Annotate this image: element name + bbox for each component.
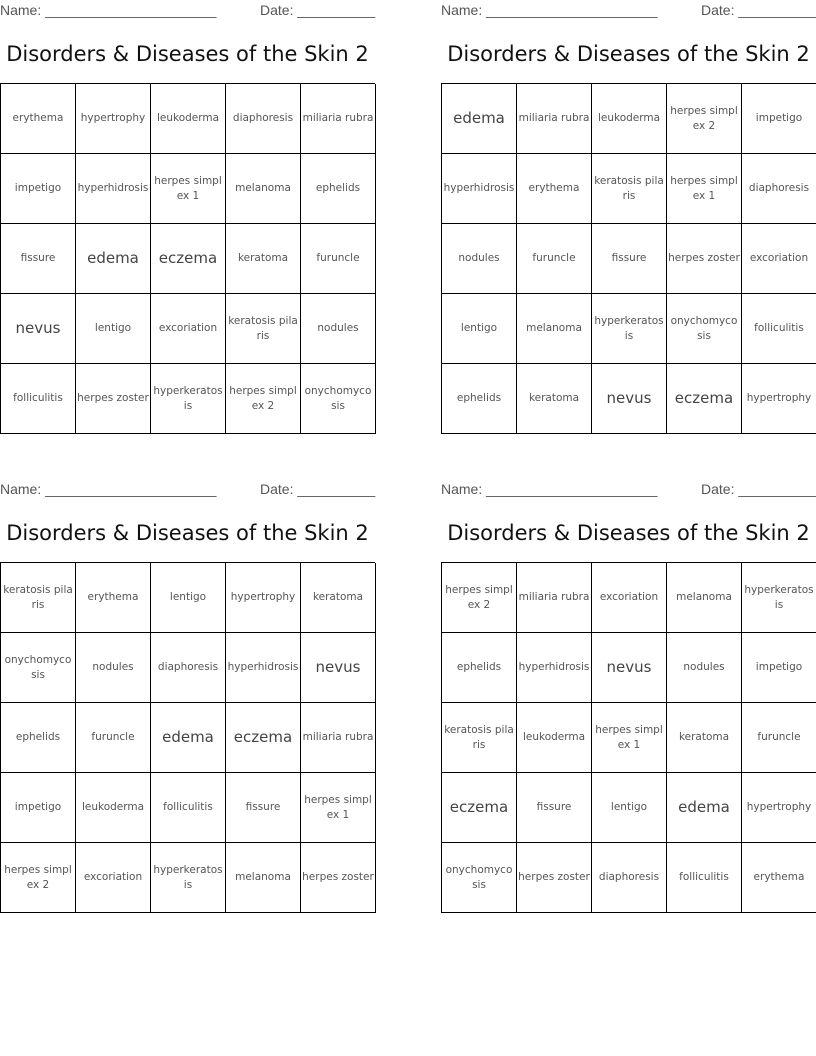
card-title: Disorders & Diseases of the Skin 2 (6, 521, 369, 545)
bingo-cell: edema (76, 224, 151, 294)
bingo-cell: nodules (76, 633, 151, 703)
bingo-cell: edema (151, 703, 226, 773)
bingo-cell: ephelids (301, 154, 376, 224)
bingo-cell: impetigo (742, 84, 816, 154)
bingo-cell: lentigo (442, 294, 517, 364)
bingo-cell: excoriation (592, 563, 667, 633)
bingo-cell: ephelids (442, 633, 517, 703)
bingo-cell: diaphoresis (226, 84, 301, 154)
bingo-cell: leukoderma (592, 84, 667, 154)
bingo-cell: ephelids (1, 703, 76, 773)
bingo-cell: furuncle (517, 224, 592, 294)
bingo-cell: fissure (517, 773, 592, 843)
bingo-cell: folliculitis (151, 773, 226, 843)
bingo-cell: leukoderma (517, 703, 592, 773)
bingo-cell: lentigo (76, 294, 151, 364)
bingo-cell: miliaria rubra (517, 563, 592, 633)
bingo-cell: furuncle (76, 703, 151, 773)
bingo-cell: nevus (301, 633, 376, 703)
date-field-label: Date: __________ (260, 481, 376, 497)
bingo-cell: melanoma (226, 843, 301, 913)
bingo-cell: keratosis pilaris (226, 294, 301, 364)
bingo-cell: folliculitis (1, 364, 76, 434)
card-title: Disorders & Diseases of the Skin 2 (6, 42, 369, 66)
bingo-cell: eczema (442, 773, 517, 843)
bingo-cell: nodules (442, 224, 517, 294)
bingo-card-4 (441, 479, 816, 913)
bingo-cell: keratoma (226, 224, 301, 294)
bingo-cell: hypertrophy (226, 563, 301, 633)
bingo-grid (0, 83, 375, 434)
date-field-label: Date: __________ (701, 481, 816, 497)
date-field-label: Date: __________ (260, 2, 376, 18)
name-date-line (441, 0, 816, 20)
bingo-card-1 (0, 0, 375, 434)
bingo-cell: diaphoresis (742, 154, 816, 224)
bingo-cell: herpes simplex 1 (301, 773, 376, 843)
bingo-cell: hypertrophy (76, 84, 151, 154)
bingo-cell: hypertrophy (742, 773, 816, 843)
bingo-cell: erythema (742, 843, 816, 913)
bingo-cell: herpes simplex 1 (667, 154, 742, 224)
bingo-cell: eczema (226, 703, 301, 773)
bingo-cell: hyperhidrosis (517, 633, 592, 703)
card-title: Disorders & Diseases of the Skin 2 (447, 521, 810, 545)
bingo-cell: fissure (592, 224, 667, 294)
bingo-cell: hyperkeratosis (592, 294, 667, 364)
bingo-cell: miliaria rubra (517, 84, 592, 154)
bingo-cell: hypertrophy (742, 364, 816, 434)
bingo-cell: keratoma (301, 563, 376, 633)
bingo-cell: erythema (76, 563, 151, 633)
bingo-cell: herpes zoster (301, 843, 376, 913)
bingo-cell: onychomycosis (667, 294, 742, 364)
bingo-grid (0, 562, 375, 913)
card-title: Disorders & Diseases of the Skin 2 (447, 42, 810, 66)
bingo-cell: folliculitis (667, 843, 742, 913)
bingo-cell: melanoma (517, 294, 592, 364)
bingo-cell: eczema (667, 364, 742, 434)
bingo-cell: miliaria rubra (301, 703, 376, 773)
bingo-cell: erythema (517, 154, 592, 224)
bingo-cell: onychomycosis (1, 633, 76, 703)
name-field-label: Name: ______________________ (441, 2, 658, 18)
bingo-cell: eczema (151, 224, 226, 294)
name-date-line (441, 479, 816, 499)
bingo-cell: keratosis pilaris (442, 703, 517, 773)
bingo-cell: nodules (667, 633, 742, 703)
bingo-cell: diaphoresis (592, 843, 667, 913)
bingo-cell: hyperkeratosis (742, 563, 816, 633)
bingo-cell: furuncle (742, 703, 816, 773)
bingo-grid (441, 83, 816, 434)
bingo-cell: lentigo (151, 563, 226, 633)
bingo-cell: nevus (592, 364, 667, 434)
bingo-cell: herpes zoster (517, 843, 592, 913)
bingo-cell: edema (442, 84, 517, 154)
bingo-cell: erythema (1, 84, 76, 154)
bingo-cell: folliculitis (742, 294, 816, 364)
name-field-label: Name: ______________________ (0, 2, 217, 18)
bingo-cell: melanoma (226, 154, 301, 224)
bingo-cell: keratoma (517, 364, 592, 434)
bingo-cell: nodules (301, 294, 376, 364)
bingo-cell: fissure (1, 224, 76, 294)
bingo-cell: miliaria rubra (301, 84, 376, 154)
bingo-cell: excoriation (742, 224, 816, 294)
bingo-cell: herpes simplex 2 (226, 364, 301, 434)
bingo-cell: keratosis pilaris (1, 563, 76, 633)
bingo-cell: melanoma (667, 563, 742, 633)
bingo-cell: herpes simplex 2 (442, 563, 517, 633)
bingo-cell: hyperhidrosis (76, 154, 151, 224)
bingo-cell: impetigo (1, 154, 76, 224)
bingo-cell: keratosis pilaris (592, 154, 667, 224)
bingo-cell: herpes simplex 2 (1, 843, 76, 913)
bingo-cell: herpes simplex 2 (667, 84, 742, 154)
bingo-cell: hyperkeratosis (151, 364, 226, 434)
bingo-cell: lentigo (592, 773, 667, 843)
bingo-cell: herpes zoster (667, 224, 742, 294)
bingo-cell: impetigo (1, 773, 76, 843)
bingo-cell: herpes simplex 1 (151, 154, 226, 224)
bingo-cell: diaphoresis (151, 633, 226, 703)
name-date-line (0, 479, 375, 499)
bingo-cell: furuncle (301, 224, 376, 294)
bingo-cell: herpes simplex 1 (592, 703, 667, 773)
bingo-cell: leukoderma (76, 773, 151, 843)
bingo-card-2 (441, 0, 816, 434)
bingo-cell: impetigo (742, 633, 816, 703)
bingo-cell: hyperkeratosis (151, 843, 226, 913)
bingo-cell: hyperhidrosis (226, 633, 301, 703)
bingo-cell: leukoderma (151, 84, 226, 154)
bingo-cell: herpes zoster (76, 364, 151, 434)
bingo-cell: hyperhidrosis (442, 154, 517, 224)
bingo-cell: edema (667, 773, 742, 843)
name-field-label: Name: ______________________ (0, 481, 217, 497)
bingo-cell: ephelids (442, 364, 517, 434)
name-field-label: Name: ______________________ (441, 481, 658, 497)
bingo-cell: fissure (226, 773, 301, 843)
name-date-line (0, 0, 375, 20)
bingo-cell: nevus (1, 294, 76, 364)
bingo-cell: keratoma (667, 703, 742, 773)
date-field-label: Date: __________ (701, 2, 816, 18)
bingo-cell: excoriation (151, 294, 226, 364)
bingo-card-3 (0, 479, 375, 913)
bingo-cell: onychomycosis (301, 364, 376, 434)
bingo-cell: onychomycosis (442, 843, 517, 913)
bingo-cell: nevus (592, 633, 667, 703)
bingo-cell: excoriation (76, 843, 151, 913)
bingo-grid (441, 562, 816, 913)
